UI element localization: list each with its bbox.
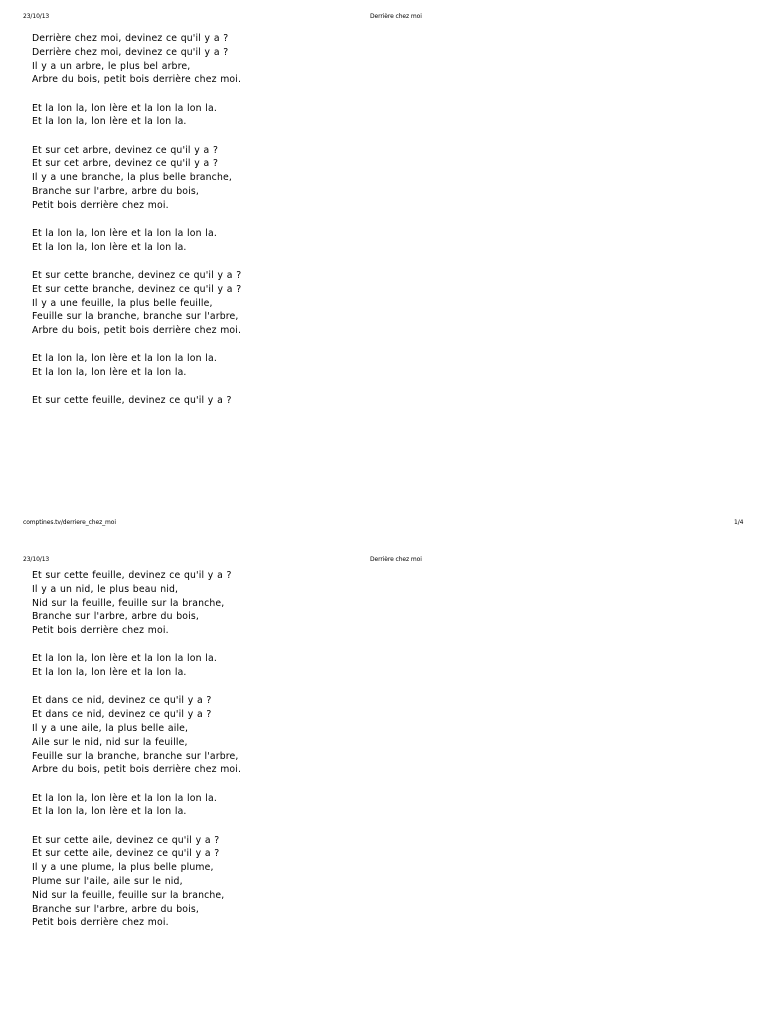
lyric-line: Et la lon la, lon lère et la lon la lon la. xyxy=(32,102,217,114)
stanza xyxy=(32,269,432,338)
stanza xyxy=(32,834,432,931)
lyric-line: Et sur cet arbre, devinez ce qu'il y a ? xyxy=(32,158,219,170)
lyric-line: Et sur cette aile, devinez ce qu'il y a ? xyxy=(32,848,220,860)
lyric-line: Il y a une branche, la plus belle branche, xyxy=(32,172,232,184)
stanza xyxy=(32,792,432,820)
lyric-line: Et la lon la, lon lère et la lon la lon la. xyxy=(32,653,217,665)
lyric-line: Et la lon la, lon lère et la lon la lon la. xyxy=(32,227,217,239)
page-2-title: Derrière chez moi xyxy=(370,556,422,563)
lyric-line: Il y a un arbre, le plus bel arbre, xyxy=(32,60,191,72)
lyric-line: Plume sur l'aile, aile sur le nid, xyxy=(32,875,183,887)
lyric-line: Et dans ce nid, devinez ce qu'il y a ? xyxy=(32,695,212,707)
lyric-line: Il y a une aile, la plus belle aile, xyxy=(32,722,189,734)
lyric-line: Et la lon la, lon lère et la lon la. xyxy=(32,806,187,818)
lyric-line: Petit bois derrière chez moi. xyxy=(32,199,169,211)
page-1-footer-url[interactable]: comptines.tv/derriere_chez_moi xyxy=(23,519,116,526)
lyric-line: Et sur cet arbre, devinez ce qu'il y a ? xyxy=(32,144,219,156)
stanza xyxy=(32,32,432,87)
stanza xyxy=(32,652,432,680)
stanza xyxy=(32,102,432,130)
lyric-line: Et sur cette branche, devinez ce qu'il y a ? xyxy=(32,269,242,281)
lyric-line: Et sur cette aile, devinez ce qu'il y a ? xyxy=(32,834,220,846)
lyric-line: Nid sur la feuille, feuille sur la branche, xyxy=(32,597,225,609)
lyric-line: Et la lon la, lon lère et la lon la. xyxy=(32,241,187,253)
lyric-line: Et sur cette branche, devinez ce qu'il y a ? xyxy=(32,283,242,295)
lyric-line: Il y a une feuille, la plus belle feuille, xyxy=(32,297,213,309)
stanza xyxy=(32,694,432,777)
lyric-line: Et sur cette feuille, devinez ce qu'il y a ? xyxy=(32,570,232,581)
lyric-line: Derrière chez moi, devinez ce qu'il y a ? xyxy=(32,33,229,44)
stanza xyxy=(32,394,432,408)
lyric-line: Branche sur l'arbre, arbre du bois, xyxy=(32,611,199,623)
lyric-line: Et la lon la, lon lère et la lon la lon la. xyxy=(32,792,217,804)
page-1-lyrics xyxy=(32,32,432,408)
lyric-line: Arbre du bois, petit bois derrière chez moi. xyxy=(32,325,242,337)
stanza xyxy=(32,569,432,638)
lyric-line: Et la lon la, lon lère et la lon la. xyxy=(32,367,187,379)
stanza xyxy=(32,352,432,380)
page-2-date: 23/10/13 xyxy=(23,556,50,563)
lyric-line: Nid sur la feuille, feuille sur la branche, xyxy=(32,889,225,901)
lyric-line: Feuille sur la branche, branche sur l'arbre, xyxy=(32,750,239,762)
lyric-line: Et la lon la, lon lère et la lon la. xyxy=(32,116,187,128)
page-1-title: Derrière chez moi xyxy=(370,13,422,20)
lyric-line: Il y a un nid, le plus beau nid, xyxy=(32,583,179,595)
lyric-line: Branche sur l'arbre, arbre du bois, xyxy=(32,185,199,197)
lyric-line: Et dans ce nid, devinez ce qu'il y a ? xyxy=(32,709,212,721)
page-1-page-number: 1/4 xyxy=(734,519,744,526)
lyric-line: Arbre du bois, petit bois derrière chez moi. xyxy=(32,764,242,776)
lyric-line: Branche sur l'arbre, arbre du bois, xyxy=(32,903,199,915)
stanza xyxy=(32,144,432,213)
lyric-line: Feuille sur la branche, branche sur l'arbre, xyxy=(32,311,239,323)
lyric-line: Et la lon la, lon lère et la lon la lon la. xyxy=(32,353,217,365)
lyric-line: Arbre du bois, petit bois derrière chez moi. xyxy=(32,74,242,86)
lyric-line: Petit bois derrière chez moi. xyxy=(32,917,169,929)
lyric-line: Derrière chez moi, devinez ce qu'il y a ? xyxy=(32,46,229,58)
page-1-date: 23/10/13 xyxy=(23,13,50,20)
lyric-line: Et la lon la, lon lère et la lon la. xyxy=(32,667,187,679)
lyric-line: Aile sur le nid, nid sur la feuille, xyxy=(32,736,188,748)
stanza xyxy=(32,227,432,255)
lyric-line: Il y a une plume, la plus belle plume, xyxy=(32,862,214,874)
lyric-line: Et sur cette feuille, devinez ce qu'il y a ? xyxy=(32,395,232,407)
page-2-lyrics xyxy=(32,569,432,930)
lyric-line: Petit bois derrière chez moi. xyxy=(32,625,169,637)
